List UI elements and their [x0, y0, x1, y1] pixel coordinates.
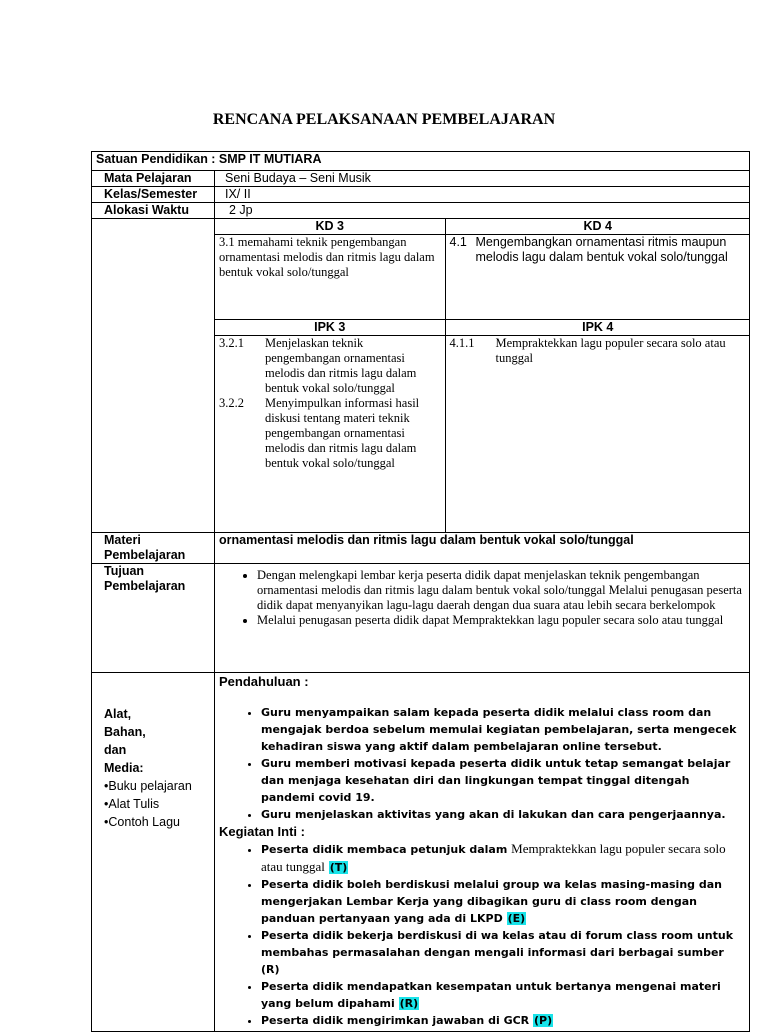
inti-item [261, 1012, 745, 1029]
pendahuluan-item: • Guru memberi motivasi kepada peserta didik untuk tetap semangat belajar dan menjaga kesehatan diri dan lingkungan tempat tinggal ditengah pandemi covid 19. [261, 755, 745, 806]
inti-item-serif: Mempraktekkan lagu populer secara solo atau tunggal [261, 841, 726, 874]
tujuan-item: • Melalui penugasan peserta didik dapat Mempraktekkan lagu populer secara solo atau tunggal [257, 613, 745, 628]
inti-item-tag: (T) [329, 861, 348, 874]
ipk4-header: IPK 4 [445, 320, 750, 336]
kd3-header: KD 3 [215, 219, 445, 235]
pendahuluan-item: • Guru menyampaikan salam kepada peserta didik melalui class room dan mengajak berdoa sebelum memulai kegiatan pembelajaran, serta mengecek kehadiran siswa yang aktif dalam pembelajaran online tersebut. [261, 704, 745, 755]
media-label: dan [104, 743, 127, 757]
ipk3-header: IPK 3 [215, 320, 445, 336]
satuan-pendidikan: Satuan Pendidikan : SMP IT MUTIARA [92, 152, 750, 171]
tujuan-label: Tujuan Pembelajaran [92, 564, 215, 673]
inti-item-tag: (P) [533, 1014, 553, 1027]
kelas-value: IX/ II [215, 187, 750, 203]
inti-item [261, 978, 745, 1012]
media-label: Media: [104, 761, 144, 775]
inti-item [261, 927, 745, 978]
inti-item [261, 840, 745, 876]
kd-ipk-row [92, 219, 750, 533]
alokasi-row [92, 203, 750, 219]
ipk3-item-num: 3.2.1 [219, 336, 244, 350]
kd4-num: 4.1 [449, 235, 467, 249]
tujuan-list [219, 568, 745, 628]
kegiatan-cell [215, 673, 750, 1032]
media-cell [92, 673, 215, 1032]
media-item: • Buku pelajaran [104, 777, 210, 795]
pendahuluan-list [219, 704, 745, 823]
materi-value: ornamentasi melodis dan ritmis lagu dalam bentuk vokal solo/tunggal [215, 533, 750, 564]
inti-heading: Kegiatan Inti : [219, 824, 305, 839]
inti-item-text: Peserta didik membaca petunjuk dalam [261, 843, 512, 856]
inti-item-text: Peserta didik mendapatkan kesempatan untuk bertanya mengenai materi yang belum dipahami [261, 980, 721, 1010]
inti-item-text: Peserta didik mengirimkan jawaban di GCR [261, 1014, 530, 1027]
ipk4-item-num: 4.1.1 [449, 336, 475, 350]
kd4-header: KD 4 [445, 219, 750, 235]
media-list [104, 777, 210, 831]
pendahuluan-heading: Pendahuluan : [219, 674, 309, 689]
document-title: RENCANA PELAKSANAAN PEMBELAJARAN [212, 111, 556, 128]
ipk3-item-text: Menjelaskan teknik pengembangan ornamentasi melodis dan ritmis lagu dalam bentuk vokal solo/tunggal [265, 336, 417, 395]
media-label: Alat, [104, 707, 132, 721]
kd4-text: Mengembangkan ornamentasi ritmis maupun melodis lagu dalam bentuk vokal solo/tunggal [475, 235, 728, 264]
kegiatan-row [92, 673, 750, 1032]
rpp-table [91, 151, 750, 1032]
pendahuluan-item: • Guru menjelaskan aktivitas yang akan di lakukan dan cara pengerjaannya. [261, 806, 745, 823]
ipk3-item-text: Menyimpulkan informasi hasil diskusi tentang materi teknik pengembangan ornamentasi melodis dan ritmis lagu dalam bentuk vokal solo/tunggal [265, 396, 420, 470]
ipk3-item-num: 3.2.2 [219, 396, 244, 410]
ipk3-item [219, 396, 441, 471]
inti-item-text: Peserta didik boleh berdiskusi melalui group wa kelas masing-masing dan mengerjakan Lembar Kerja yang dibagikan guru di class room dengan panduan pertanyaan yang ada di LKPD [261, 878, 722, 925]
kd3-text: 3.1 memahami teknik pengembangan ornamentasi melodis dan ritmis lagu dalam bentuk vokal solo/tunggal [215, 235, 445, 320]
satuan-row [92, 152, 750, 171]
inti-item-tag: (R) [399, 997, 419, 1010]
ipk3-item [219, 336, 441, 396]
inti-list [219, 840, 745, 1029]
ipk4-cell [445, 336, 750, 533]
mapel-value: Seni Budaya – Seni Musik [215, 171, 750, 187]
tujuan-row [92, 564, 750, 673]
mapel-label: Mata Pelajaran [92, 171, 215, 187]
ipk3-cell [215, 336, 445, 533]
alokasi-label: Alokasi Waktu [92, 203, 215, 219]
tujuan-item: • Dengan melengkapi lembar kerja peserta didik dapat menjelaskan teknik pengembangan ornamentasi melodis dan ritmis lagu dalam bentuk vokal solo/tunggal Melalui penugasan peserta didik dapat menyanyikan lagu-lagu daerah dengan dua suara atau lebih secara berkelompok [257, 568, 745, 613]
media-item: • Alat Tulis [104, 795, 210, 813]
inti-item [261, 876, 745, 927]
ipk4-item [450, 336, 747, 366]
inti-item-tag: (E) [507, 912, 526, 925]
kd-ipk-label-cell [92, 219, 215, 533]
kd-ipk-cell [215, 219, 750, 533]
kelas-row [92, 187, 750, 203]
mapel-row [92, 171, 750, 187]
ipk4-item-text: Mempraktekkan lagu populer secara solo atau tunggal [495, 336, 726, 365]
materi-label: Materi Pembelajaran [92, 533, 215, 564]
kd4-cell [445, 235, 750, 320]
kd-ipk-table [215, 219, 750, 532]
alokasi-value: 2 Jp [215, 203, 750, 219]
materi-row [92, 533, 750, 564]
kelas-label: Kelas/Semester [92, 187, 215, 203]
media-item: • Contoh Lagu [104, 813, 210, 831]
inti-item-text: Peserta didik bekerja berdiskusi di wa kelas atau di forum class room untuk membahas permasalahan dengan mengali informasi dari berbagai sumber (R) [261, 929, 734, 976]
tujuan-cell [215, 564, 750, 673]
media-label: Bahan, [104, 725, 146, 739]
